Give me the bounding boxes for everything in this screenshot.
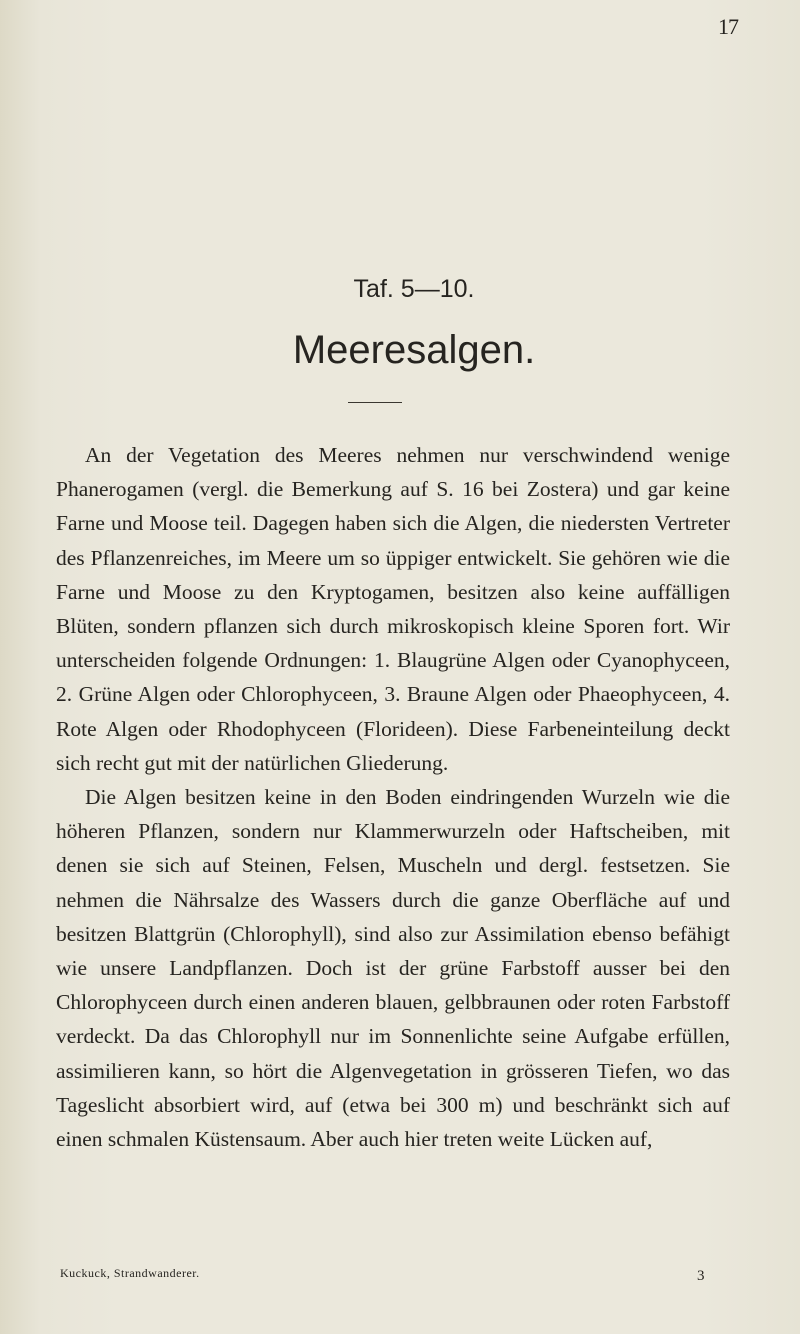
plate-reference: Taf. 5—10. bbox=[353, 275, 475, 303]
title-divider bbox=[348, 402, 402, 403]
body-text bbox=[56, 438, 730, 1156]
paragraph-1: An der Vegetation des Meeres nehmen nur verschwindend wenige Phanerogamen (vergl. die Bemerkung auf S. 16 bei Zostera) und gar keine Farne und Moose teil. Dagegen haben sich die Algen, die niedersten Vertreter des Pflanzenreiches, im Meere um so üppiger entwickelt. Sie gehören wie die Farne und Moose zu den Kryptogamen, besitzen also keine auffälligen Blüten, sondern pflanzen sich durch mikroskopisch kleine Sporen fort. Wir unterscheiden folgende Ordnungen: 1. Blaugrüne Algen oder Cyanophyceen, 2. Grüne Algen oder Chlorophyceen, 3. Braune Algen oder Phaeophyceen, 4. Rote Algen oder Rhodophyceen (Florideen). Diese Farbeneinteilung deckt sich recht gut mit der natürlichen Gliederung. bbox=[56, 443, 730, 775]
footer-signature-mark: 3 bbox=[697, 1268, 705, 1284]
footer-author-work: Kuckuck, Strandwanderer. bbox=[60, 1266, 200, 1280]
page-title: Meeresalgen. bbox=[292, 328, 536, 372]
page-number: 17 bbox=[718, 14, 738, 39]
paragraph-2: Die Algen besitzen keine in den Boden eindringenden Wurzeln wie die höheren Pflanzen, sondern nur Klammerwurzeln oder Haftscheiben, mit denen sie sich auf Steinen, Felsen, Muscheln und dergl. festsetzen. Sie nehmen die Nährsalze des Wassers durch die ganze Oberfläche auf und besitzen Blattgrün (Chlorophyll), sind also zur Assimilation ebenso befähigt wie unsere Landpflanzen. Doch ist der grüne Farbstoff ausser bei den Chlorophyceen durch einen anderen blauen, gelbbraunen oder roten Farbstoff verdeckt. Da das Chlorophyll nur im Sonnenlichte seine Aufgabe erfüllen, assimilieren kann, so hört die Algenvegetation in grösseren Tiefen, wo das Tageslicht absorbiert wird, auf (etwa bei 300 m) und beschränkt sich auf einen schmalen Küstensaum. Aber auch hier treten weite Lücken auf, bbox=[56, 785, 730, 1152]
